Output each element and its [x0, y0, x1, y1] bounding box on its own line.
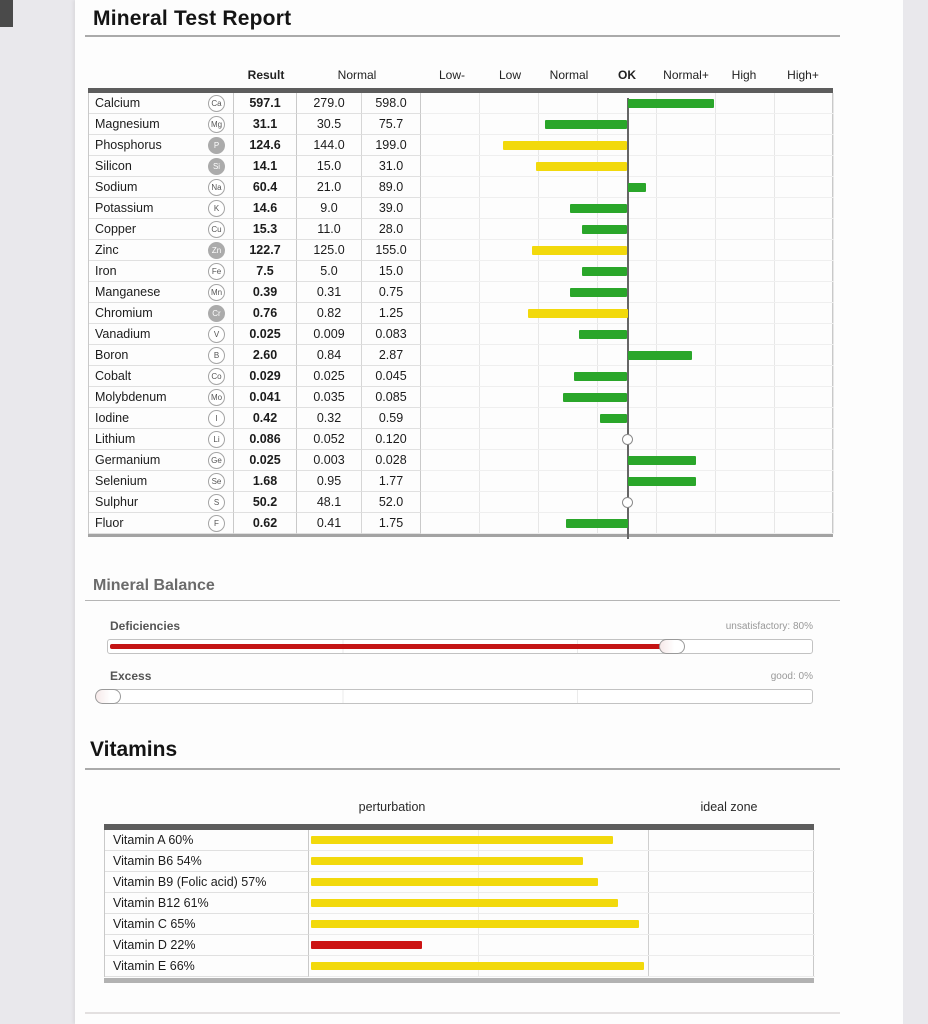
vitamin-label: Vitamin A 60%: [105, 830, 309, 851]
normal-high-value: 89.0: [362, 177, 421, 198]
table-row: [89, 324, 832, 345]
col-header-high-plus: High+: [787, 68, 819, 82]
mineral-name: Magnesium Mg: [89, 114, 234, 135]
range-bar: [528, 309, 628, 318]
normal-high-value: 52.0: [362, 492, 421, 513]
table-row: [89, 387, 832, 408]
result-value: 0.025: [234, 450, 297, 471]
normal-low-value: 48.1: [297, 492, 362, 513]
normal-low-value: 0.84: [297, 345, 362, 366]
normal-high-value: 0.75: [362, 282, 421, 303]
vitamin-level-bar: [311, 899, 618, 907]
mineral-name: Chromium Cr: [89, 303, 234, 324]
table-row: [105, 956, 813, 977]
result-value: 60.4: [234, 177, 297, 198]
normal-low-value: 0.035: [297, 387, 362, 408]
excess-status: good: 0%: [770, 671, 813, 682]
normal-high-value: 199.0: [362, 135, 421, 156]
mineral-name: Fluor F: [89, 513, 234, 534]
perturbation-column-label: perturbation: [358, 800, 426, 814]
range-bar: [566, 519, 628, 528]
element-symbol-icon: Co: [208, 368, 225, 385]
ideal-zone-column-label: ideal zone: [700, 800, 758, 814]
normal-low-value: 0.025: [297, 366, 362, 387]
table-row: [89, 114, 832, 135]
element-symbol-icon: P: [208, 137, 225, 154]
vitamin-chart-cell: [309, 935, 815, 956]
vitamin-level-bar: [311, 878, 598, 886]
table-row: [105, 872, 813, 893]
normal-high-value: 39.0: [362, 198, 421, 219]
result-value: 122.7: [234, 240, 297, 261]
range-bar: [628, 99, 714, 108]
table-row: [89, 135, 832, 156]
table-row: [89, 282, 832, 303]
element-symbol-icon: Zn: [208, 242, 225, 259]
mineral-name: Germanium Ge: [89, 450, 234, 471]
deficiencies-slider-handle[interactable]: [659, 639, 685, 654]
deficiencies-label: Deficiencies: [110, 619, 181, 633]
normal-low-value: 0.41: [297, 513, 362, 534]
element-symbol-icon: V: [208, 326, 225, 343]
col-header-normal-zone: Normal: [549, 68, 589, 82]
normal-low-value: 0.003: [297, 450, 362, 471]
mineral-name: Boron B: [89, 345, 234, 366]
normal-low-value: 144.0: [297, 135, 362, 156]
vitamin-level-bar: [311, 857, 583, 865]
range-bar: [503, 141, 627, 150]
range-bar: [582, 225, 627, 234]
vitamin-label: Vitamin D 22%: [105, 935, 309, 956]
vitamin-chart-cell: [309, 893, 815, 914]
normal-high-value: 155.0: [362, 240, 421, 261]
vitamin-label: Vitamin E 66%: [105, 956, 309, 977]
result-value: 50.2: [234, 492, 297, 513]
range-bar: [579, 330, 627, 339]
table-row: [105, 830, 813, 851]
col-header-ok: OK: [618, 68, 636, 82]
element-symbol-icon: S: [208, 494, 225, 511]
mineral-name: Potassium K: [89, 198, 234, 219]
normal-low-value: 0.82: [297, 303, 362, 324]
result-value: 0.42: [234, 408, 297, 429]
result-value: 597.1: [234, 93, 297, 114]
normal-high-value: 15.0: [362, 261, 421, 282]
mineral-name: Phosphorus P: [89, 135, 234, 156]
table-row: [89, 156, 832, 177]
vitamin-table: [104, 824, 814, 983]
table-row: [89, 93, 832, 114]
deficiencies-slider: [107, 639, 813, 654]
range-bar: [628, 183, 647, 192]
normal-high-value: 1.75: [362, 513, 421, 534]
mineral-name: Cobalt Co: [89, 366, 234, 387]
mineral-name: Copper Cu: [89, 219, 234, 240]
range-bar: [545, 120, 628, 129]
result-value: 0.041: [234, 387, 297, 408]
range-bar: [570, 204, 627, 213]
element-symbol-icon: Li: [208, 431, 225, 448]
vitamin-chart-cell: [309, 956, 815, 977]
deficiencies-status: unsatisfactory: 80%: [725, 621, 813, 632]
result-value: 31.1: [234, 114, 297, 135]
mineral-balance-divider: [85, 600, 840, 601]
vitamin-chart-cell: [309, 851, 815, 872]
excess-slider-handle[interactable]: [95, 689, 121, 704]
element-symbol-icon: Ge: [208, 452, 225, 469]
page-title: Mineral Test Report: [93, 7, 292, 30]
table-row: [89, 366, 832, 387]
vitamin-label: Vitamin B6 54%: [105, 851, 309, 872]
excess-slider: [107, 689, 813, 704]
normal-high-value: 0.028: [362, 450, 421, 471]
normal-low-value: 21.0: [297, 177, 362, 198]
vitamin-table-rows: [104, 830, 814, 977]
element-symbol-icon: Mn: [208, 284, 225, 301]
normal-high-value: 0.120: [362, 429, 421, 450]
normal-high-value: 0.083: [362, 324, 421, 345]
vitamin-chart-cell: [309, 830, 815, 851]
result-value: 0.025: [234, 324, 297, 345]
normal-high-value: 1.25: [362, 303, 421, 324]
normal-high-value: 0.045: [362, 366, 421, 387]
title-divider: [85, 35, 840, 37]
normal-low-value: 5.0: [297, 261, 362, 282]
element-symbol-icon: I: [208, 410, 225, 427]
result-value: 2.60: [234, 345, 297, 366]
table-bottom-border: [88, 534, 833, 537]
table-row: [89, 240, 832, 261]
vitamin-level-bar: [311, 836, 613, 844]
col-header-result: Result: [247, 68, 285, 82]
table-row: [89, 450, 832, 471]
mineral-name: Iodine I: [89, 408, 234, 429]
mineral-name: Calcium Ca: [89, 93, 234, 114]
table-row: [105, 893, 813, 914]
table-row: [89, 345, 832, 366]
mineral-name: Silicon Si: [89, 156, 234, 177]
element-symbol-icon: K: [208, 200, 225, 217]
table-row: [105, 914, 813, 935]
vitamin-level-bar: [311, 920, 639, 928]
table-row: [105, 851, 813, 872]
table-row: [89, 492, 832, 513]
normal-low-value: 125.0: [297, 240, 362, 261]
range-bar: [570, 288, 627, 297]
result-value: 14.1: [234, 156, 297, 177]
normal-high-value: 28.0: [362, 219, 421, 240]
vitamin-level-bar: [311, 941, 422, 949]
vitamins-divider: [85, 768, 840, 770]
corner-artifact: [0, 0, 13, 27]
normal-low-value: 30.5: [297, 114, 362, 135]
normal-high-value: 1.77: [362, 471, 421, 492]
vitamin-table-bottom-border: [104, 978, 814, 983]
normal-high-value: 0.085: [362, 387, 421, 408]
mineral-name: Sodium Na: [89, 177, 234, 198]
mineral-name: Lithium Li: [89, 429, 234, 450]
ok-center-line: [627, 98, 629, 539]
col-header-normal-plus: Normal+: [663, 68, 709, 82]
table-row: [89, 219, 832, 240]
element-symbol-icon: Mo: [208, 389, 225, 406]
normal-low-value: 0.95: [297, 471, 362, 492]
range-bar: [536, 162, 628, 171]
normal-low-value: 0.31: [297, 282, 362, 303]
range-bar: [628, 456, 697, 465]
vitamin-chart-cell: [309, 872, 815, 893]
normal-high-value: 0.59: [362, 408, 421, 429]
normal-high-value: 598.0: [362, 93, 421, 114]
vitamin-level-bar: [311, 962, 644, 970]
mineral-balance-heading: Mineral Balance: [93, 577, 215, 594]
normal-low-value: 15.0: [297, 156, 362, 177]
col-header-high: High: [731, 68, 757, 82]
bottom-divider: [85, 1012, 840, 1014]
table-row: [89, 303, 832, 324]
result-value: 124.6: [234, 135, 297, 156]
mineral-name: Sulphur S: [89, 492, 234, 513]
excess-label: Excess: [110, 669, 152, 683]
normal-low-value: 279.0: [297, 93, 362, 114]
element-symbol-icon: Cu: [208, 221, 225, 238]
table-row: [89, 198, 832, 219]
range-bar: [582, 267, 627, 276]
normal-low-value: 11.0: [297, 219, 362, 240]
element-symbol-icon: F: [208, 515, 225, 532]
element-symbol-icon: Ca: [208, 95, 225, 112]
mineral-name: Zinc Zn: [89, 240, 234, 261]
midpoint-dot-marker: [622, 434, 633, 445]
element-symbol-icon: Cr: [208, 305, 225, 322]
result-value: 1.68: [234, 471, 297, 492]
result-value: 14.6: [234, 198, 297, 219]
mineral-table-rows: [88, 93, 833, 534]
range-bar: [563, 393, 627, 402]
element-symbol-icon: Fe: [208, 263, 225, 280]
table-row: [89, 429, 832, 450]
element-symbol-icon: Mg: [208, 116, 225, 133]
result-value: 0.62: [234, 513, 297, 534]
mineral-name: Vanadium V: [89, 324, 234, 345]
vitamins-heading: Vitamins: [90, 738, 178, 761]
vitamin-label: Vitamin B9 (Folic acid) 57%: [105, 872, 309, 893]
range-bar: [574, 372, 628, 381]
col-header-normal: Normal: [337, 68, 377, 82]
element-symbol-icon: Se: [208, 473, 225, 490]
table-row: [89, 408, 832, 429]
normal-low-value: 9.0: [297, 198, 362, 219]
result-value: 15.3: [234, 219, 297, 240]
range-bar: [532, 246, 627, 255]
vitamin-label: Vitamin B12 61%: [105, 893, 309, 914]
normal-high-value: 75.7: [362, 114, 421, 135]
table-row: [89, 177, 832, 198]
col-header-low: Low: [498, 68, 522, 82]
result-value: 0.39: [234, 282, 297, 303]
mineral-table: [88, 88, 833, 537]
mineral-name: Iron Fe: [89, 261, 234, 282]
result-value: 7.5: [234, 261, 297, 282]
element-symbol-icon: Si: [208, 158, 225, 175]
result-value: 0.086: [234, 429, 297, 450]
mineral-name: Manganese Mn: [89, 282, 234, 303]
result-value: 0.76: [234, 303, 297, 324]
range-bar: [628, 351, 692, 360]
range-bar: [600, 414, 628, 423]
element-symbol-icon: Na: [208, 179, 225, 196]
result-value: 0.029: [234, 366, 297, 387]
normal-low-value: 0.009: [297, 324, 362, 345]
deficiencies-fill-bar: [110, 644, 671, 649]
table-row: [89, 261, 832, 282]
table-row: [89, 513, 832, 534]
element-symbol-icon: B: [208, 347, 225, 364]
vitamin-label: Vitamin C 65%: [105, 914, 309, 935]
col-header-low-minus: Low-: [438, 68, 466, 82]
mineral-name: Molybdenum Mo: [89, 387, 234, 408]
normal-low-value: 0.052: [297, 429, 362, 450]
table-row: [105, 935, 813, 956]
midpoint-dot-marker: [622, 497, 633, 508]
range-bar: [628, 477, 697, 486]
vitamin-chart-cell: [309, 914, 815, 935]
table-row: [89, 471, 832, 492]
normal-high-value: 2.87: [362, 345, 421, 366]
normal-high-value: 31.0: [362, 156, 421, 177]
normal-low-value: 0.32: [297, 408, 362, 429]
mineral-name: Selenium Se: [89, 471, 234, 492]
